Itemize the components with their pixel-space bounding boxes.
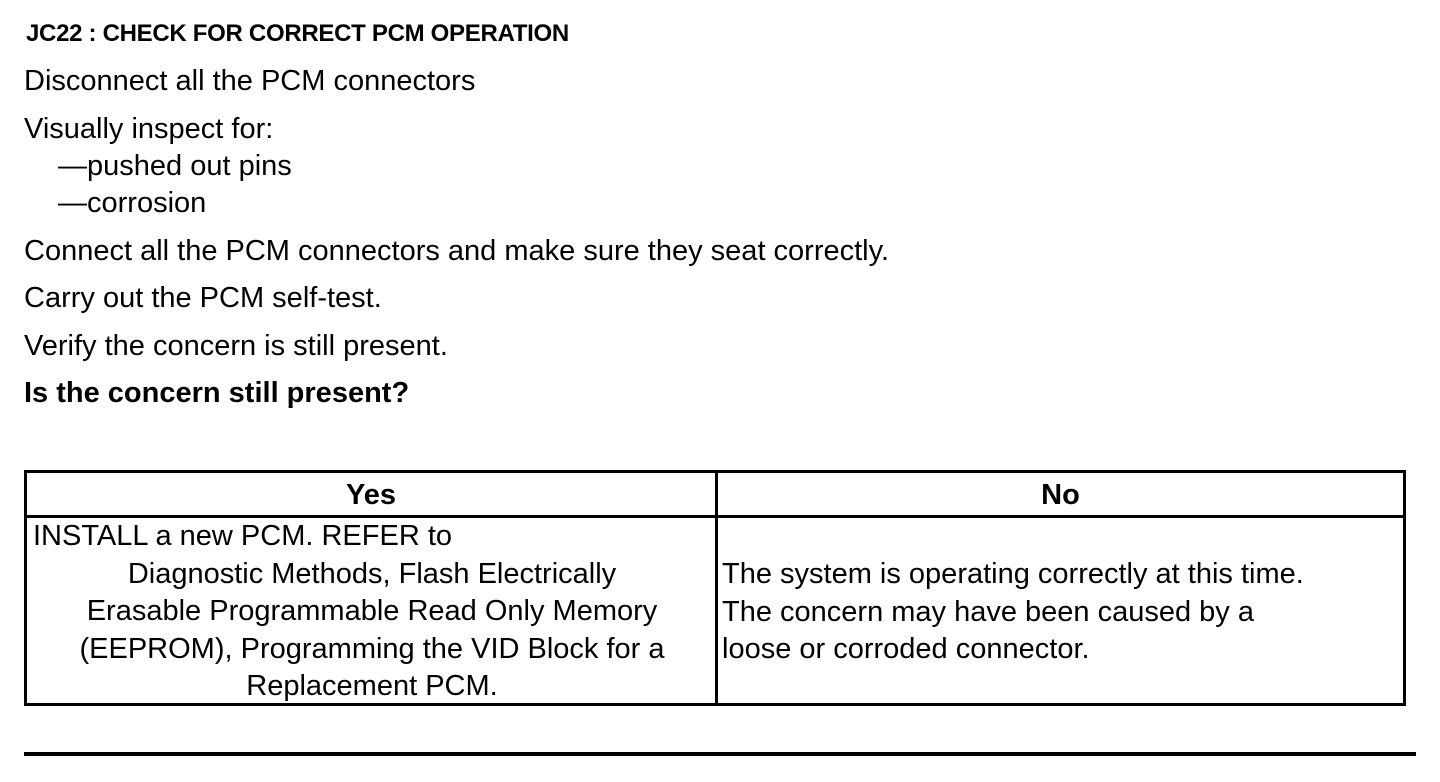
instruction-disconnect: Disconnect all the PCM connectors xyxy=(24,65,476,97)
bottom-rule xyxy=(24,752,1416,756)
yes-action-line: INSTALL a new PCM. REFER to xyxy=(33,520,453,552)
instruction-inspect: Visually inspect for: xyxy=(24,113,274,145)
instruction-self-test: Carry out the PCM self-test. xyxy=(24,282,382,314)
yes-column-header: Yes xyxy=(346,479,396,511)
no-action-line: loose or corroded connector. xyxy=(722,633,1090,665)
inspect-item-corrosion: —corrosion xyxy=(58,187,207,219)
step-heading: JC22 : CHECK FOR CORRECT PCM OPERATION xyxy=(26,20,569,47)
no-action-cell xyxy=(722,556,1402,669)
no-action-line: The concern may have been caused by a xyxy=(722,595,1254,628)
inspect-item-pins: —pushed out pins xyxy=(58,150,292,182)
yes-action-line: (EEPROM), Programming the VID Block for a xyxy=(79,632,665,665)
instruction-verify: Verify the concern is still present. xyxy=(24,330,448,362)
no-column-header: No xyxy=(1041,479,1080,511)
instruction-connect: Connect all the PCM connectors and make sure they seat correctly. xyxy=(24,235,890,267)
no-action-line: The system is operating correctly at this time. xyxy=(722,558,1304,590)
yes-action-cell xyxy=(33,518,711,706)
decision-question: Is the concern still present? xyxy=(24,377,410,409)
yes-action-line: Diagnostic Methods, Flash Electrically xyxy=(127,557,617,590)
yes-action-line: Replacement PCM. xyxy=(246,670,498,702)
decision-table xyxy=(24,470,1406,706)
yes-action-line: Erasable Programmable Read Only Memory xyxy=(86,595,658,627)
